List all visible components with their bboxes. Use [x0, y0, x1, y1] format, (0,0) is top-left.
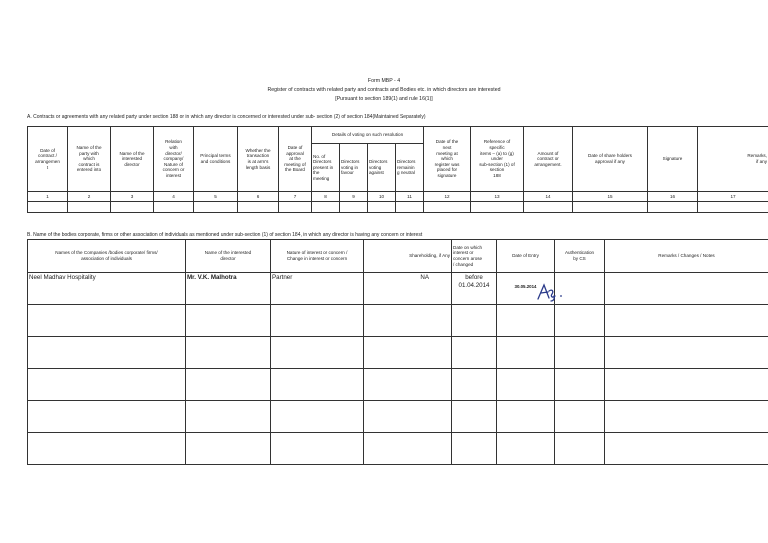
date-interest-value: before 01.04.2014 — [452, 273, 497, 305]
column-number: 7 — [279, 192, 312, 202]
header-date-of-contract: Date of contract / arrangemen t — [28, 127, 68, 192]
header-remarks: Remarks, if any — [698, 127, 768, 192]
column-number: 15 — [573, 192, 648, 202]
section-b-title: B. Name of the bodies corporate, firms or other association of individuals as mentioned under sub-section (1) of section 184, in which any director is having any concern or interest — [27, 232, 423, 238]
header-nature: Nature of interest or concern / Change in interest or concern — [271, 240, 364, 273]
table-row — [28, 369, 768, 401]
header-director: Name of the interested director — [186, 240, 271, 273]
column-number: 10 — [368, 192, 396, 202]
column-number: 5 — [194, 192, 238, 202]
form-rule: [Pursuant to section 189(1) and rule 16(1)] — [335, 96, 433, 102]
header-signature: Signature — [648, 127, 698, 192]
header-companies: Names of the Companies /bodies corporate/ firms/ association of individuals — [28, 240, 186, 273]
header-date-of-approval: Date of approval at the meeting of the Board — [279, 127, 312, 192]
column-number: 2 — [68, 192, 111, 202]
header-interested-director: Name of the interested director — [111, 127, 154, 192]
column-number: 11 — [396, 192, 424, 202]
column-number: 12 — [424, 192, 471, 202]
column-number: 3 — [111, 192, 154, 202]
column-number: 4 — [154, 192, 194, 202]
date-entry-value: 30.05.2014 — [497, 273, 555, 305]
column-number: 14 — [524, 192, 573, 202]
header-shareholders-approval: Date of share holders approval if any — [573, 127, 648, 192]
header-voting-details: Details of voting on such resolution — [312, 127, 424, 144]
column-number: 17 — [698, 192, 768, 202]
section-b-table — [27, 239, 768, 465]
header-directors-favour: Directors voting in favour — [340, 144, 368, 192]
director-name: Mr. V.K. Malhotra — [186, 273, 271, 305]
table-row — [28, 337, 768, 369]
column-number: 6 — [238, 192, 279, 202]
column-number: 1 — [28, 192, 68, 202]
section-a-title: A. Contracts or agreements with any related party under section 188 or in which any director is concerned or interested under sub- section (2) of section 184(Maintained Separately) — [27, 114, 426, 120]
column-number: 9 — [340, 192, 368, 202]
table-row — [28, 433, 768, 465]
header-relation: Relation with director/ company/ Nature of concern or interest — [154, 127, 194, 192]
nature-of-interest: Partner — [271, 273, 364, 305]
header-next-meeting-date: Date of the next meeting at which register was placed for signature — [424, 127, 471, 192]
column-number: 8 — [312, 192, 340, 202]
form-title: Form MBP - 4 — [367, 78, 401, 84]
form-subtitle: Register of contracts with related party and contracts and Bodies etc. in which directors are interested — [267, 87, 501, 93]
header-authentication: Authentication by CS — [555, 240, 605, 273]
section-a-table — [27, 126, 768, 213]
header-party-name: Name of the party with which contract is entered into — [68, 127, 111, 192]
remarks-cell — [605, 273, 768, 305]
table-row — [28, 401, 768, 433]
company-name: Neel Madhav Hospitality — [28, 273, 186, 305]
header-arms-length: Whether the transaction is at arm's length basis — [238, 127, 279, 192]
shareholding-value: NA — [364, 273, 452, 305]
header-shareholding: Shareholding, if Any — [364, 240, 452, 273]
section-a-blank-row — [28, 202, 768, 213]
table-row — [28, 305, 768, 337]
header-directors-neutral: Directors remainin g neutral — [396, 144, 424, 192]
header-date-interest: Date on which interest or concern arose / changed — [452, 240, 497, 273]
header-principal-terms: Principal terms and conditions — [194, 127, 238, 192]
column-number: 13 — [471, 192, 524, 202]
table-row — [28, 273, 768, 305]
header-amount: Amount of contract or arrangement. — [524, 127, 573, 192]
header-reference-items: Reference of specific items – (a) to (g) under sub-section (1) of section 188 — [471, 127, 524, 192]
cs-signature — [535, 282, 571, 302]
header-remarks: Remarks / Changes / Notes — [605, 240, 768, 273]
header-no-of-directors: No. of Directors present in the meeting — [312, 144, 340, 192]
column-number: 16 — [648, 192, 698, 202]
header-date-entry: Date of Entry — [497, 240, 555, 273]
header-directors-against: Directors voting against — [368, 144, 396, 192]
